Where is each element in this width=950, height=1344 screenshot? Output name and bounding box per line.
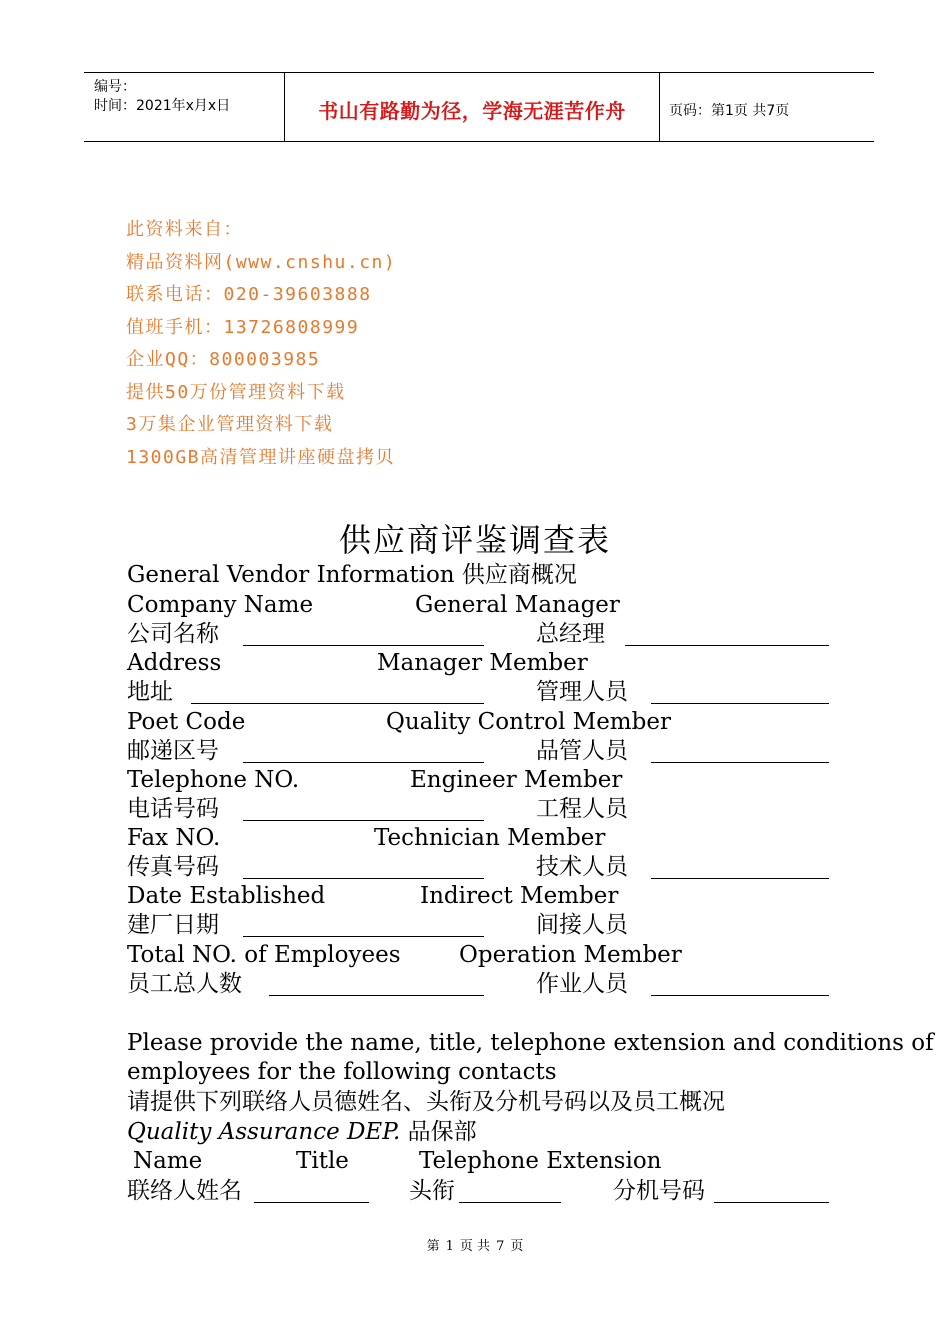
form-title: 供应商评鉴调查表 [338,521,611,559]
operation-member-field[interactable] [651,995,829,996]
fax-label-cn: 传真号码 [127,854,219,880]
telephone-label-cn: 电话号码 [127,796,219,822]
footer-middle: 页 共 [459,1239,491,1254]
manager-member-field[interactable] [651,703,829,704]
contact-header-title: Title [296,1148,349,1174]
promo-line: 企业QQ：800003985 [126,349,321,370]
promo-line: 值班手机：13726808999 [126,316,360,338]
contact-title-label: 头衔 [409,1178,455,1204]
indirect-member-label-en: Indirect Member [420,883,619,909]
code-label: 编号： [94,79,136,95]
operation-member-label-cn: 作业人员 [536,971,628,997]
technician-member-field[interactable] [651,878,829,879]
company-name-label-en: Company Name [127,592,314,618]
footer-suffix: 页 [510,1239,524,1254]
general-manager-label-cn: 总经理 [536,621,605,647]
promo-line: 精品资料网(www.cnshu.cn) [126,251,397,273]
promo-block [126,214,396,474]
total-employees-label-en: Total NO. of Employees [127,942,401,968]
contact-title-field[interactable] [459,1202,561,1203]
general-manager-field[interactable] [625,645,829,646]
postal-code-label-cn: 邮递区号 [127,738,219,764]
instruction-en-line-1: Please provide the name, title, telephone extension and conditions of [127,1030,934,1056]
contact-extension-field[interactable] [714,1202,829,1203]
fax-field[interactable] [243,878,484,879]
section-heading: General Vendor Information 供应商概况 [127,562,577,588]
engineer-member-label-cn: 工程人员 [536,796,628,822]
quality-control-label-cn: 品管人员 [536,738,628,764]
quality-control-field[interactable] [651,762,829,763]
engineer-member-label-en: Engineer Member [410,767,623,793]
manager-member-label-en: Manager Member [377,650,588,676]
promo-line: 提供50万份管理资料下载 [126,381,346,403]
footer-page-number: 1 [445,1239,454,1254]
contact-extension-label: 分机号码 [613,1178,705,1204]
general-manager-label-en: General Manager [415,592,620,618]
postal-code-field[interactable] [243,762,484,763]
date-established-field[interactable] [243,936,484,937]
technician-member-label-en: Technician Member [374,825,606,851]
date-established-label-en: Date Established [127,883,326,909]
footer-prefix: 第 [426,1239,440,1254]
time-label: 时间：2021年x月x日 [94,98,231,114]
date-established-label-cn: 建厂日期 [127,912,219,938]
total-employees-label-cn: 员工总人数 [127,971,242,997]
footer-total-pages: 7 [496,1239,505,1254]
quality-control-label-en: Quality Control Member [386,709,671,735]
company-name-label-cn: 公司名称 [127,621,219,647]
promo-line: 联系电话：020-39603888 [126,284,372,305]
department-name-cn: 品保部 [407,1119,477,1145]
address-label-cn: 地址 [127,679,173,705]
motto: 书山有路勤为径，学海无涯苦作舟 [318,99,626,123]
header-motto-cell [284,73,660,141]
company-name-field[interactable] [243,645,484,646]
indirect-member-label-cn: 间接人员 [536,912,628,938]
promo-line: 3万集企业管理资料下载 [126,414,334,435]
operation-member-label-en: Operation Member [459,942,682,968]
address-field[interactable] [191,703,484,704]
total-employees-field[interactable] [269,995,484,996]
manager-member-label-cn: 管理人员 [536,679,628,705]
telephone-field[interactable] [243,820,484,821]
department-name-en: Quality Assurance DEP. [127,1119,401,1145]
header-meta-cell [84,73,284,141]
postal-code-label-en: Poet Code [127,709,246,735]
instruction-cn: 请提供下列联络人员德姓名、头衔及分机号码以及员工概况 [127,1089,725,1115]
technician-member-label-cn: 技术人员 [536,854,628,880]
promo-line: 1300GB高清管理讲座硬盘拷贝 [126,446,396,468]
telephone-label-en: Telephone NO. [127,767,300,793]
department-heading [127,1117,477,1147]
instruction-en-line-2: employees for the following contacts [127,1059,557,1085]
contact-header-extension: Telephone Extension [419,1148,662,1174]
page-footer [0,1235,950,1254]
header-page-cell [659,73,874,141]
contact-name-label: 联络人姓名 [127,1178,242,1204]
page-info: 页码：第1页 共7页 [669,103,790,119]
contact-header-name: Name [133,1148,203,1174]
address-label-en: Address [127,650,222,676]
promo-line: 此资料来自： [126,219,243,240]
document-header [84,72,874,142]
contact-name-field[interactable] [254,1202,369,1203]
fax-label-en: Fax NO. [127,825,221,851]
